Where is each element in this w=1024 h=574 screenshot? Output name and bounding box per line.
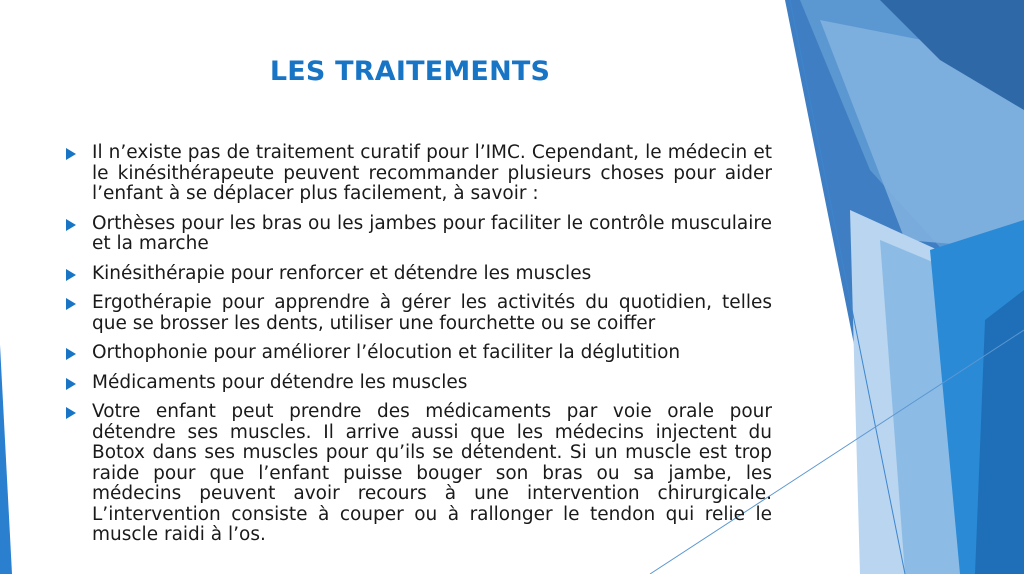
bullet-text: Orthophonie pour améliorer l’élocution et faciliter la déglutition bbox=[92, 342, 681, 363]
bullet-item bbox=[62, 143, 772, 205]
triangle-right-icon bbox=[66, 148, 76, 160]
triangle-right-icon bbox=[66, 407, 76, 419]
triangle-right-icon bbox=[66, 348, 76, 360]
bullet-text: Votre enfant peut prendre des médicaments par voie orale pour détendre ses muscles. Il arrive aussi que les médecins injectent du Botox dans ses muscles pour qu’ils se détendent. Si un muscle est trop raide pour que l’enfant puisse bouger son bras ou sa jambe, les médecins peuvent avoir recours à une intervention chirurgicale. L’intervention consiste à couper ou à rallonger le tendon qui relie le muscle raidi à l’os. bbox=[92, 401, 772, 545]
bullet-item bbox=[62, 214, 772, 255]
bullet-list bbox=[62, 143, 772, 555]
bullet-text: Il n’existe pas de traitement curatif pour l’IMC. Cependant, le médecin et le kinésithérapeute peuvent recommander plusieurs choses pour aider l’enfant à se déplacer plus facilement, à savoir : bbox=[92, 142, 772, 204]
bullet-text: Médicaments pour détendre les muscles bbox=[92, 371, 468, 393]
bullet-text: Kinésithérapie pour renforcer et détendre les muscles bbox=[92, 262, 592, 284]
triangle-right-icon bbox=[66, 378, 76, 390]
bullet-item bbox=[62, 293, 772, 334]
triangle-right-icon bbox=[66, 219, 76, 231]
bullet-item bbox=[62, 343, 772, 364]
triangle-right-icon bbox=[66, 298, 76, 310]
bullet-item bbox=[62, 402, 772, 546]
bullet-text: Ergothérapie pour apprendre à gérer les activités du quotidien, telles que se brosser les dents, utiliser une fourchette ou se coiffer bbox=[92, 292, 772, 334]
bullet-item bbox=[62, 264, 772, 285]
bullet-text: Orthèses pour les bras ou les jambes pour faciliter le contrôle musculaire et la marche bbox=[92, 212, 772, 254]
left-edge-facet bbox=[0, 345, 12, 574]
triangle-right-icon bbox=[66, 269, 76, 281]
bullet-item bbox=[62, 373, 772, 394]
slide-title: LES TRAITEMENTS bbox=[269, 56, 551, 87]
